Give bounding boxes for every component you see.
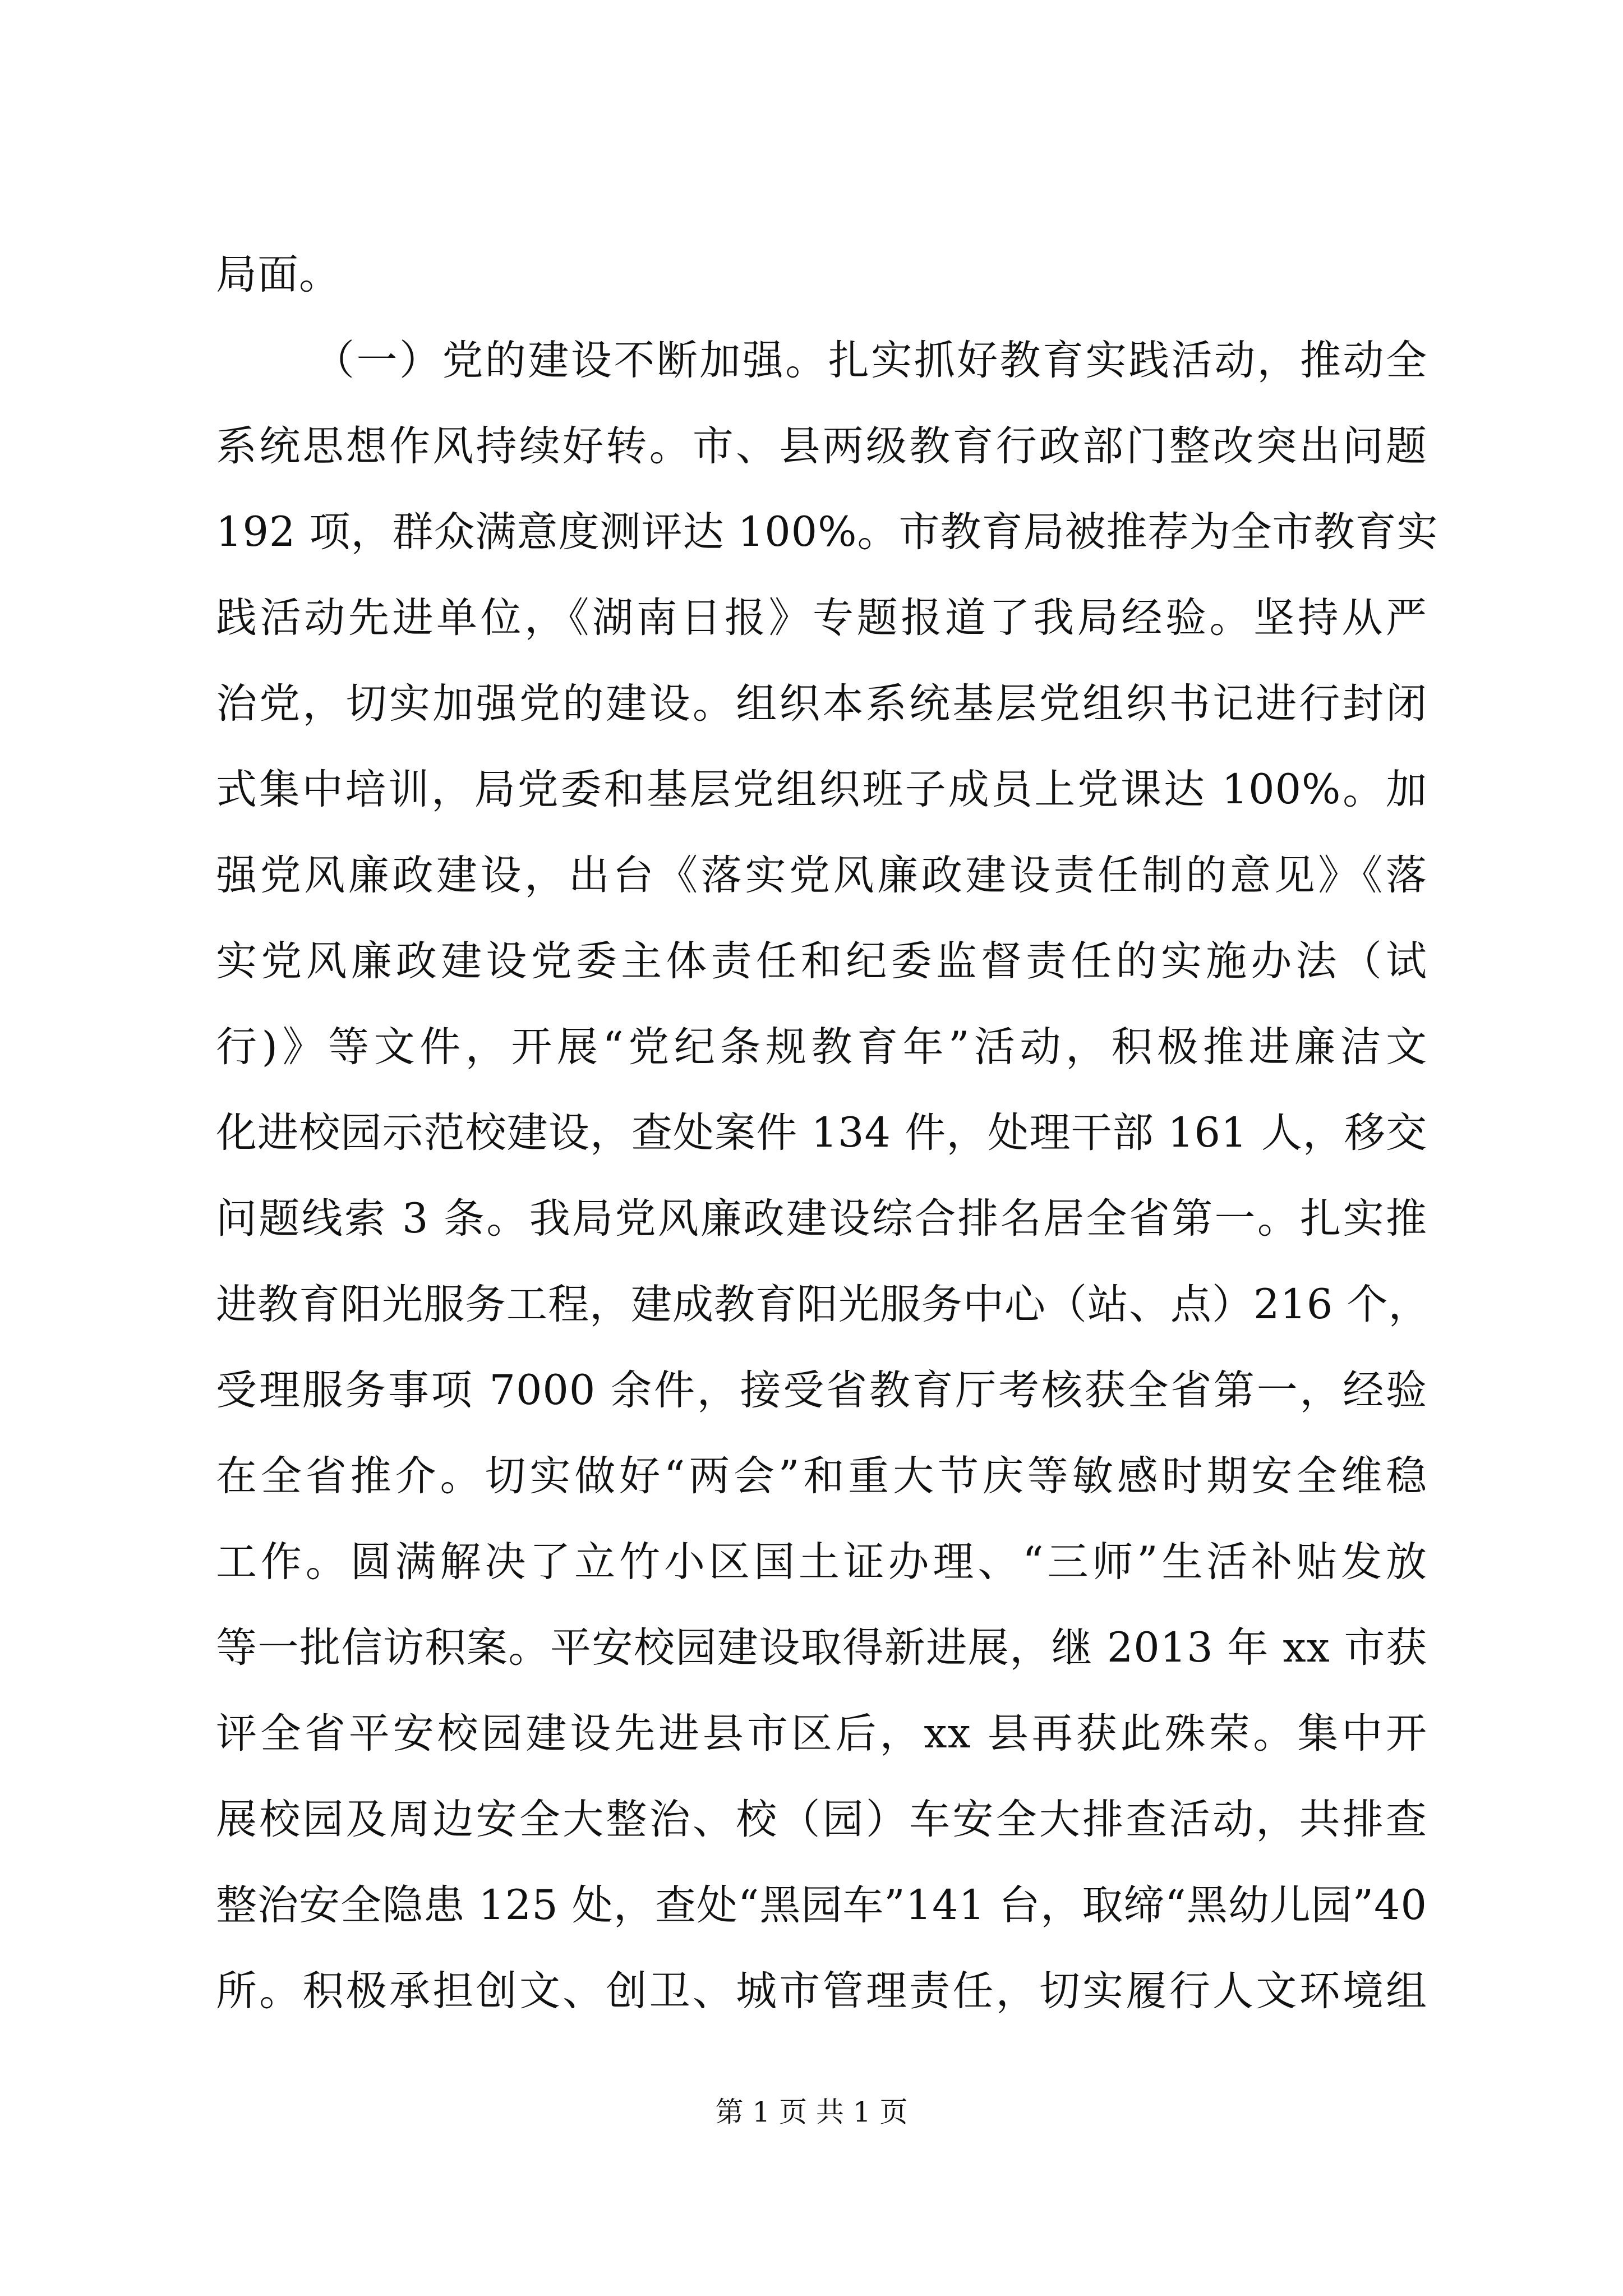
text-line: 式集中培训，局党委和基层党组织班子成员上党课达 100%。加 [216,766,1427,813]
text-line: 践活动先进单位，《湖南日报》专题报道了我局经验。坚持从严 [216,594,1427,642]
page-footer: 第 1 页 共 1 页 [715,2096,908,2128]
text-line: 问题线索 3 条。我局党风廉政建设综合排名居全省第一。扎实推 [216,1195,1427,1243]
text-line: 在全省推介。切实做好“两会”和重大节庆等敏感时期安全维稳 [216,1452,1427,1500]
text-line: 192 项，群众满意度测评达 100%。市教育局被推荐为全市教育实 [216,508,1438,556]
text-line: 等一批信访积案。平安校园建设取得新进展，继 2013 年 xx 市获 [216,1624,1427,1672]
text-line: 实党风廉政建设党委主体责任和纪委监督责任的实施办法（试 [216,937,1427,985]
text-line: 进教育阳光服务工程，建成教育阳光服务中心（站、点）216 个， [216,1281,1430,1328]
text-line: 所。积极承担创文、创卫、城市管理责任，切实履行人文环境组 [216,1967,1427,2015]
text-line: 治党，切实加强党的建设。组织本系统基层党组织书记进行封闭 [216,680,1427,728]
text-line: 工作。圆满解决了立竹小区国土证办理、“三师”生活补贴发放 [216,1538,1427,1586]
text-line: 行)》等文件，开展“党纪条规教育年”活动，积极推进廉洁文 [216,1023,1427,1071]
text-line: 局面。 [216,251,340,298]
text-line: 展校园及周边安全大整治、校（园）车安全大排查活动，共排查 [216,1796,1427,1843]
text-line: 强党风廉政建设，出台《落实党风廉政建设责任制的意见》《落 [216,852,1427,899]
text-line: 系统思想作风持续好转。市、县两级教育行政部门整改突出问题 [216,422,1427,470]
text-line: 化进校园示范校建设，查处案件 134 件，处理干部 161 人，移交 [216,1109,1427,1157]
text-line: 整治安全隐患 125 处，查处“黑园车”141 台，取缔“黑幼儿园”40 [216,1881,1427,1929]
text-line: （一）党的建设不断加强。扎实抓好教育实践活动，推动全 [313,337,1427,384]
text-line: 受理服务事项 7000 余件，接受省教育厅考核获全省第一，经验 [216,1366,1427,1414]
text-line: 评全省平安校园建设先进县市区后，xx 县再获此殊荣。集中开 [216,1710,1427,1757]
